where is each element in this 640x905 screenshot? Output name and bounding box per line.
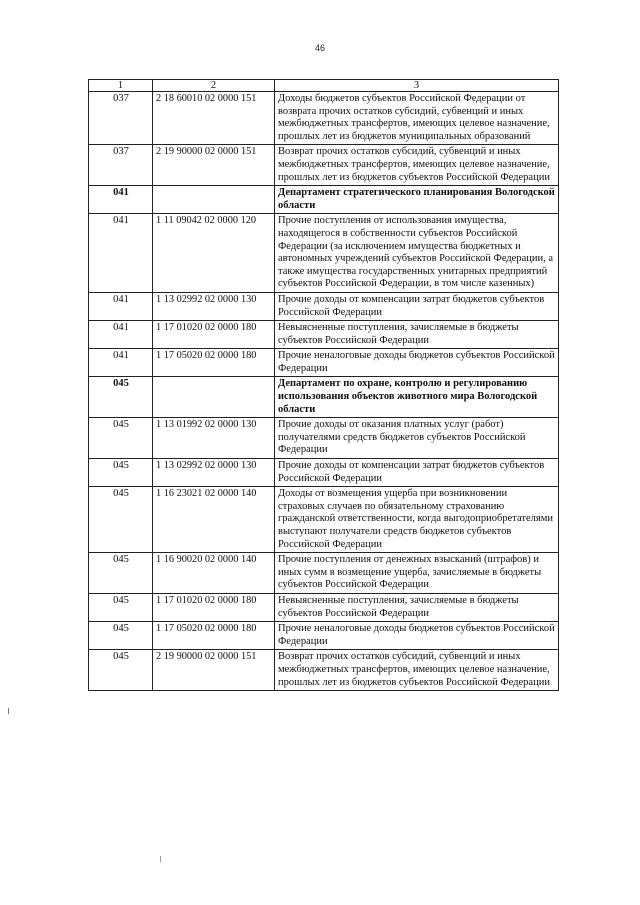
admin-code-cell: 045: [89, 377, 153, 418]
table-row: [89, 553, 559, 594]
revenue-code-cell: 1 13 02992 02 0000 130: [153, 459, 275, 487]
revenue-name-cell: Прочие неналоговые доходы бюджетов субъектов Российской Федерации: [275, 622, 559, 650]
revenue-code-cell: 1 17 01020 02 0000 180: [153, 593, 275, 621]
page-number: 46: [314, 43, 325, 53]
revenue-code-cell: [153, 377, 275, 418]
revenue-name-cell: Невыясненные поступления, зачисляемые в бюджеты субъектов Российской Федерации: [275, 321, 559, 349]
admin-code-cell: 045: [89, 650, 153, 691]
revenue-code-cell: 2 19 90000 02 0000 151: [153, 145, 275, 186]
admin-code-cell: 041: [89, 349, 153, 377]
revenue-name-cell: Прочие доходы от компенсации затрат бюджетов субъектов Российской Федерации: [275, 459, 559, 487]
revenue-name-cell: Прочие доходы от оказания платных услуг (работ) получателями средств бюджетов субъектов Российской Федерации: [275, 418, 559, 459]
admin-code-cell: 041: [89, 186, 153, 214]
admin-code-cell: 037: [89, 92, 153, 145]
revenue-code-cell: [153, 186, 275, 214]
admin-code-cell: 045: [89, 487, 153, 553]
revenue-code-cell: 1 16 90020 02 0000 140: [153, 553, 275, 594]
table-row: [89, 650, 559, 691]
scan-artifact: [160, 856, 161, 862]
revenue-code-cell: 2 18 60010 02 0000 151: [153, 92, 275, 145]
table-row: [89, 145, 559, 186]
table-row: [89, 622, 559, 650]
admin-code-cell: 041: [89, 292, 153, 320]
table-row: [89, 418, 559, 459]
admin-code-cell: 045: [89, 418, 153, 459]
admin-code-cell: 045: [89, 622, 153, 650]
table-row: [89, 349, 559, 377]
revenue-code-cell: 1 13 01992 02 0000 130: [153, 418, 275, 459]
admin-code-cell: 045: [89, 553, 153, 594]
revenue-name-cell: Прочие неналоговые доходы бюджетов субъектов Российской Федерации: [275, 349, 559, 377]
revenue-code-cell: 2 19 90000 02 0000 151: [153, 650, 275, 691]
revenue-code-cell: 1 11 09042 02 0000 120: [153, 214, 275, 293]
revenue-code-cell: 1 13 02992 02 0000 130: [153, 292, 275, 320]
table-body: [89, 92, 559, 691]
table-row: [89, 292, 559, 320]
revenue-name-cell: Доходы бюджетов субъектов Российской Федерации от возврата прочих остатков субсидий, субвенций и иных межбюджетных трансфертов, имеющих целевое назначение, прошлых лет из бюджетов муниципальных образований: [275, 92, 559, 145]
revenue-code-cell: 1 17 05020 02 0000 180: [153, 622, 275, 650]
table-row: [89, 214, 559, 293]
admin-code-cell: 041: [89, 321, 153, 349]
table-header-row: [89, 80, 559, 92]
scan-artifact: [8, 708, 9, 714]
table-row: [89, 459, 559, 487]
admin-code-cell: 045: [89, 459, 153, 487]
revenue-name-cell: Возврат прочих остатков субсидий, субвенций и иных межбюджетных трансфертов, имеющих целевое назначение, прошлых лет из бюджетов субъектов Российской Федерации: [275, 145, 559, 186]
revenue-name-cell: Доходы от возмещения ущерба при возникновении страховых случаев по обязательному страхованию гражданской ответственности, когда выгодоприобретателями выступают получатели средств бюджетов субъектов Российской Федерации: [275, 487, 559, 553]
department-name-cell: Департамент стратегического планирования Вологодской области: [275, 186, 559, 214]
column-header-1: 1: [89, 80, 153, 92]
revenue-name-cell: Прочие поступления от использования имущества, находящегося в собственности субъектов Российской Федерации (за исключением имущества бюджетных и автономных учреждений субъектов Российской Федерации, а также имущества государственных унитарных предприятий субъектов Российской Федерации, в том числе казенных): [275, 214, 559, 293]
column-header-2: 2: [153, 80, 275, 92]
revenue-name-cell: Прочие доходы от компенсации затрат бюджетов субъектов Российской Федерации: [275, 292, 559, 320]
table-row: [89, 321, 559, 349]
table-row: [89, 487, 559, 553]
column-header-3: 3: [275, 80, 559, 92]
department-row: [89, 186, 559, 214]
revenue-name-cell: Прочие поступления от денежных взысканий (штрафов) и иных сумм в возмещение ущерба, зачисляемые в бюджеты субъектов Российской Федерации: [275, 553, 559, 594]
admin-code-cell: 037: [89, 145, 153, 186]
revenue-code-cell: 1 17 01020 02 0000 180: [153, 321, 275, 349]
revenue-code-cell: 1 16 23021 02 0000 140: [153, 487, 275, 553]
revenue-name-cell: Возврат прочих остатков субсидий, субвенций и иных межбюджетных трансфертов, имеющих целевое назначение, прошлых лет из бюджетов субъектов Российской Федерации: [275, 650, 559, 691]
admin-code-cell: 041: [89, 214, 153, 293]
department-row: [89, 377, 559, 418]
revenue-code-cell: 1 17 05020 02 0000 180: [153, 349, 275, 377]
table-row: [89, 92, 559, 145]
department-name-cell: Департамент по охране, контролю и регулированию использования объектов животного мира Вологодской области: [275, 377, 559, 418]
admin-code-cell: 045: [89, 593, 153, 621]
table-row: [89, 593, 559, 621]
budget-revenue-table: [88, 79, 559, 691]
revenue-name-cell: Невыясненные поступления, зачисляемые в бюджеты субъектов Российской Федерации: [275, 593, 559, 621]
